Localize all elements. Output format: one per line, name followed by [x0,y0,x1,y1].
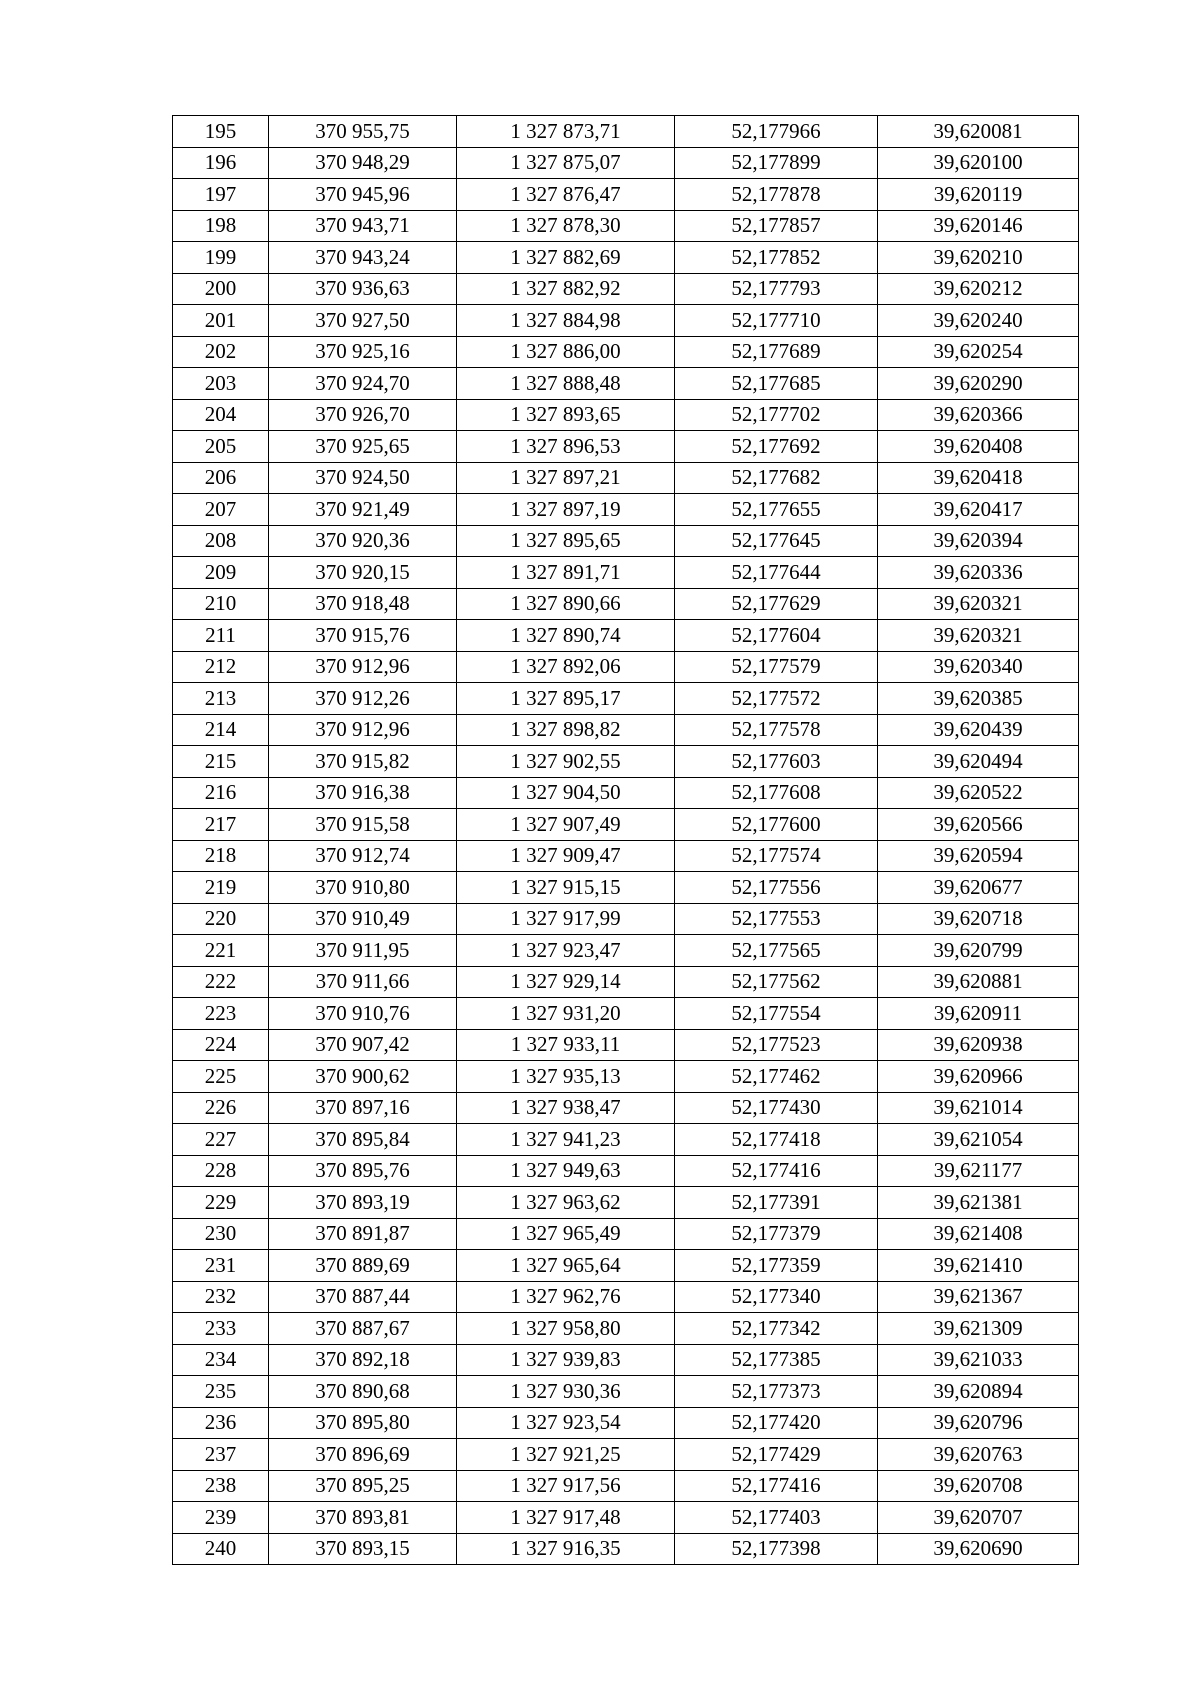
latitude-cell: 52,177702 [675,399,878,431]
y-coordinate-cell: 1 327 892,06 [457,651,675,683]
table-row [173,1029,1079,1061]
y-coordinate-cell: 1 327 941,23 [457,1124,675,1156]
latitude-cell: 52,177629 [675,588,878,620]
x-coordinate-cell: 370 897,16 [269,1092,457,1124]
table-row [173,651,1079,683]
latitude-cell: 52,177644 [675,557,878,589]
x-coordinate-cell: 370 915,82 [269,746,457,778]
latitude-cell: 52,177554 [675,998,878,1030]
latitude-cell: 52,177710 [675,305,878,337]
table-row [173,1281,1079,1313]
latitude-cell: 52,177600 [675,809,878,841]
y-coordinate-cell: 1 327 886,00 [457,336,675,368]
point-number-cell: 204 [173,399,269,431]
table-row [173,336,1079,368]
latitude-cell: 52,177603 [675,746,878,778]
longitude-cell: 39,620796 [878,1407,1079,1439]
x-coordinate-cell: 370 890,68 [269,1376,457,1408]
table-row [173,1124,1079,1156]
x-coordinate-cell: 370 955,75 [269,116,457,148]
y-coordinate-cell: 1 327 929,14 [457,966,675,998]
latitude-cell: 52,177645 [675,525,878,557]
x-coordinate-cell: 370 916,38 [269,777,457,809]
table-row [173,777,1079,809]
x-coordinate-cell: 370 895,80 [269,1407,457,1439]
table-row [173,872,1079,904]
x-coordinate-cell: 370 895,25 [269,1470,457,1502]
y-coordinate-cell: 1 327 965,64 [457,1250,675,1282]
x-coordinate-cell: 370 911,66 [269,966,457,998]
latitude-cell: 52,177852 [675,242,878,274]
longitude-cell: 39,620254 [878,336,1079,368]
y-coordinate-cell: 1 327 882,69 [457,242,675,274]
y-coordinate-cell: 1 327 923,47 [457,935,675,967]
y-coordinate-cell: 1 327 915,15 [457,872,675,904]
point-number-cell: 209 [173,557,269,589]
table-row [173,1092,1079,1124]
point-number-cell: 227 [173,1124,269,1156]
latitude-cell: 52,177553 [675,903,878,935]
y-coordinate-cell: 1 327 895,17 [457,683,675,715]
table-row [173,1061,1079,1093]
x-coordinate-cell: 370 912,74 [269,840,457,872]
y-coordinate-cell: 1 327 949,63 [457,1155,675,1187]
x-coordinate-cell: 370 936,63 [269,273,457,305]
point-number-cell: 220 [173,903,269,935]
longitude-cell: 39,620799 [878,935,1079,967]
latitude-cell: 52,177416 [675,1155,878,1187]
point-number-cell: 237 [173,1439,269,1471]
table-row [173,1313,1079,1345]
longitude-cell: 39,620100 [878,147,1079,179]
y-coordinate-cell: 1 327 891,71 [457,557,675,589]
longitude-cell: 39,621410 [878,1250,1079,1282]
latitude-cell: 52,177420 [675,1407,878,1439]
longitude-cell: 39,620408 [878,431,1079,463]
longitude-cell: 39,620119 [878,179,1079,211]
x-coordinate-cell: 370 924,70 [269,368,457,400]
longitude-cell: 39,620240 [878,305,1079,337]
point-number-cell: 217 [173,809,269,841]
point-number-cell: 198 [173,210,269,242]
longitude-cell: 39,620966 [878,1061,1079,1093]
table-row [173,935,1079,967]
longitude-cell: 39,620522 [878,777,1079,809]
y-coordinate-cell: 1 327 917,99 [457,903,675,935]
table-row [173,1533,1079,1565]
table-row [173,840,1079,872]
longitude-cell: 39,620212 [878,273,1079,305]
table-row [173,1439,1079,1471]
y-coordinate-cell: 1 327 897,21 [457,462,675,494]
point-number-cell: 234 [173,1344,269,1376]
longitude-cell: 39,620418 [878,462,1079,494]
y-coordinate-cell: 1 327 917,48 [457,1502,675,1534]
point-number-cell: 215 [173,746,269,778]
point-number-cell: 201 [173,305,269,337]
coordinates-table-body [173,116,1079,1565]
y-coordinate-cell: 1 327 893,65 [457,399,675,431]
table-row [173,431,1079,463]
latitude-cell: 52,177556 [675,872,878,904]
table-row [173,1250,1079,1282]
x-coordinate-cell: 370 907,42 [269,1029,457,1061]
point-number-cell: 202 [173,336,269,368]
latitude-cell: 52,177578 [675,714,878,746]
longitude-cell: 39,620566 [878,809,1079,841]
longitude-cell: 39,620146 [878,210,1079,242]
longitude-cell: 39,620340 [878,651,1079,683]
table-row [173,147,1079,179]
longitude-cell: 39,620494 [878,746,1079,778]
table-row [173,1407,1079,1439]
longitude-cell: 39,620881 [878,966,1079,998]
table-row [173,1470,1079,1502]
x-coordinate-cell: 370 943,24 [269,242,457,274]
latitude-cell: 52,177391 [675,1187,878,1219]
y-coordinate-cell: 1 327 897,19 [457,494,675,526]
latitude-cell: 52,177579 [675,651,878,683]
point-number-cell: 229 [173,1187,269,1219]
table-row [173,966,1079,998]
x-coordinate-cell: 370 920,36 [269,525,457,557]
y-coordinate-cell: 1 327 896,53 [457,431,675,463]
point-number-cell: 208 [173,525,269,557]
table-row [173,714,1079,746]
point-number-cell: 218 [173,840,269,872]
y-coordinate-cell: 1 327 890,66 [457,588,675,620]
point-number-cell: 211 [173,620,269,652]
point-number-cell: 203 [173,368,269,400]
point-number-cell: 195 [173,116,269,148]
x-coordinate-cell: 370 896,69 [269,1439,457,1471]
y-coordinate-cell: 1 327 935,13 [457,1061,675,1093]
table-row [173,273,1079,305]
latitude-cell: 52,177403 [675,1502,878,1534]
point-number-cell: 238 [173,1470,269,1502]
longitude-cell: 39,620394 [878,525,1079,557]
point-number-cell: 236 [173,1407,269,1439]
latitude-cell: 52,177899 [675,147,878,179]
longitude-cell: 39,620708 [878,1470,1079,1502]
y-coordinate-cell: 1 327 916,35 [457,1533,675,1565]
longitude-cell: 39,620763 [878,1439,1079,1471]
x-coordinate-cell: 370 926,70 [269,399,457,431]
longitude-cell: 39,621408 [878,1218,1079,1250]
table-row [173,179,1079,211]
longitude-cell: 39,620894 [878,1376,1079,1408]
y-coordinate-cell: 1 327 963,62 [457,1187,675,1219]
latitude-cell: 52,177385 [675,1344,878,1376]
coordinates-table [172,115,1079,1565]
point-number-cell: 224 [173,1029,269,1061]
x-coordinate-cell: 370 918,48 [269,588,457,620]
latitude-cell: 52,177340 [675,1281,878,1313]
latitude-cell: 52,177682 [675,462,878,494]
table-row [173,210,1079,242]
point-number-cell: 199 [173,242,269,274]
y-coordinate-cell: 1 327 890,74 [457,620,675,652]
latitude-cell: 52,177574 [675,840,878,872]
x-coordinate-cell: 370 927,50 [269,305,457,337]
x-coordinate-cell: 370 910,49 [269,903,457,935]
latitude-cell: 52,177523 [675,1029,878,1061]
y-coordinate-cell: 1 327 909,47 [457,840,675,872]
latitude-cell: 52,177418 [675,1124,878,1156]
x-coordinate-cell: 370 915,58 [269,809,457,841]
y-coordinate-cell: 1 327 898,82 [457,714,675,746]
y-coordinate-cell: 1 327 888,48 [457,368,675,400]
point-number-cell: 205 [173,431,269,463]
x-coordinate-cell: 370 924,50 [269,462,457,494]
x-coordinate-cell: 370 925,16 [269,336,457,368]
point-number-cell: 210 [173,588,269,620]
y-coordinate-cell: 1 327 907,49 [457,809,675,841]
y-coordinate-cell: 1 327 962,76 [457,1281,675,1313]
y-coordinate-cell: 1 327 875,07 [457,147,675,179]
point-number-cell: 207 [173,494,269,526]
longitude-cell: 39,621033 [878,1344,1079,1376]
x-coordinate-cell: 370 910,76 [269,998,457,1030]
x-coordinate-cell: 370 900,62 [269,1061,457,1093]
longitude-cell: 39,620385 [878,683,1079,715]
table-row [173,305,1079,337]
latitude-cell: 52,177604 [675,620,878,652]
latitude-cell: 52,177857 [675,210,878,242]
y-coordinate-cell: 1 327 878,30 [457,210,675,242]
y-coordinate-cell: 1 327 923,54 [457,1407,675,1439]
table-row [173,116,1079,148]
point-number-cell: 219 [173,872,269,904]
table-row [173,1344,1079,1376]
longitude-cell: 39,620690 [878,1533,1079,1565]
point-number-cell: 231 [173,1250,269,1282]
longitude-cell: 39,620938 [878,1029,1079,1061]
table-row [173,1376,1079,1408]
x-coordinate-cell: 370 887,44 [269,1281,457,1313]
latitude-cell: 52,177430 [675,1092,878,1124]
y-coordinate-cell: 1 327 921,25 [457,1439,675,1471]
point-number-cell: 226 [173,1092,269,1124]
y-coordinate-cell: 1 327 873,71 [457,116,675,148]
table-row [173,462,1079,494]
x-coordinate-cell: 370 891,87 [269,1218,457,1250]
table-row [173,1155,1079,1187]
point-number-cell: 225 [173,1061,269,1093]
longitude-cell: 39,621309 [878,1313,1079,1345]
latitude-cell: 52,177689 [675,336,878,368]
latitude-cell: 52,177655 [675,494,878,526]
x-coordinate-cell: 370 943,71 [269,210,457,242]
point-number-cell: 221 [173,935,269,967]
latitude-cell: 52,177608 [675,777,878,809]
x-coordinate-cell: 370 893,81 [269,1502,457,1534]
x-coordinate-cell: 370 893,15 [269,1533,457,1565]
point-number-cell: 196 [173,147,269,179]
point-number-cell: 200 [173,273,269,305]
latitude-cell: 52,177565 [675,935,878,967]
x-coordinate-cell: 370 889,69 [269,1250,457,1282]
y-coordinate-cell: 1 327 904,50 [457,777,675,809]
y-coordinate-cell: 1 327 917,56 [457,1470,675,1502]
table-row [173,588,1079,620]
point-number-cell: 213 [173,683,269,715]
y-coordinate-cell: 1 327 902,55 [457,746,675,778]
longitude-cell: 39,620081 [878,116,1079,148]
y-coordinate-cell: 1 327 882,92 [457,273,675,305]
y-coordinate-cell: 1 327 933,11 [457,1029,675,1061]
x-coordinate-cell: 370 925,65 [269,431,457,463]
longitude-cell: 39,620677 [878,872,1079,904]
table-row [173,683,1079,715]
longitude-cell: 39,620718 [878,903,1079,935]
x-coordinate-cell: 370 910,80 [269,872,457,904]
y-coordinate-cell: 1 327 884,98 [457,305,675,337]
table-row [173,746,1079,778]
longitude-cell: 39,620336 [878,557,1079,589]
x-coordinate-cell: 370 912,96 [269,651,457,683]
latitude-cell: 52,177373 [675,1376,878,1408]
latitude-cell: 52,177398 [675,1533,878,1565]
latitude-cell: 52,177359 [675,1250,878,1282]
point-number-cell: 222 [173,966,269,998]
latitude-cell: 52,177416 [675,1470,878,1502]
x-coordinate-cell: 370 912,26 [269,683,457,715]
latitude-cell: 52,177562 [675,966,878,998]
x-coordinate-cell: 370 892,18 [269,1344,457,1376]
point-number-cell: 235 [173,1376,269,1408]
y-coordinate-cell: 1 327 958,80 [457,1313,675,1345]
point-number-cell: 206 [173,462,269,494]
point-number-cell: 212 [173,651,269,683]
latitude-cell: 52,177966 [675,116,878,148]
point-number-cell: 228 [173,1155,269,1187]
x-coordinate-cell: 370 893,19 [269,1187,457,1219]
latitude-cell: 52,177429 [675,1439,878,1471]
x-coordinate-cell: 370 887,67 [269,1313,457,1345]
x-coordinate-cell: 370 915,76 [269,620,457,652]
table-row [173,242,1079,274]
point-number-cell: 232 [173,1281,269,1313]
longitude-cell: 39,620321 [878,620,1079,652]
y-coordinate-cell: 1 327 895,65 [457,525,675,557]
longitude-cell: 39,620290 [878,368,1079,400]
latitude-cell: 52,177692 [675,431,878,463]
table-row [173,368,1079,400]
point-number-cell: 214 [173,714,269,746]
x-coordinate-cell: 370 920,15 [269,557,457,589]
longitude-cell: 39,620594 [878,840,1079,872]
longitude-cell: 39,621381 [878,1187,1079,1219]
y-coordinate-cell: 1 327 930,36 [457,1376,675,1408]
x-coordinate-cell: 370 948,29 [269,147,457,179]
longitude-cell: 39,620321 [878,588,1079,620]
point-number-cell: 230 [173,1218,269,1250]
table-row [173,557,1079,589]
y-coordinate-cell: 1 327 931,20 [457,998,675,1030]
y-coordinate-cell: 1 327 938,47 [457,1092,675,1124]
table-row [173,1187,1079,1219]
point-number-cell: 239 [173,1502,269,1534]
table-row [173,494,1079,526]
latitude-cell: 52,177462 [675,1061,878,1093]
point-number-cell: 197 [173,179,269,211]
point-number-cell: 216 [173,777,269,809]
x-coordinate-cell: 370 911,95 [269,935,457,967]
longitude-cell: 39,621014 [878,1092,1079,1124]
x-coordinate-cell: 370 945,96 [269,179,457,211]
table-row [173,998,1079,1030]
x-coordinate-cell: 370 895,84 [269,1124,457,1156]
y-coordinate-cell: 1 327 965,49 [457,1218,675,1250]
longitude-cell: 39,620911 [878,998,1079,1030]
longitude-cell: 39,620210 [878,242,1079,274]
longitude-cell: 39,620417 [878,494,1079,526]
latitude-cell: 52,177685 [675,368,878,400]
latitude-cell: 52,177379 [675,1218,878,1250]
longitude-cell: 39,621177 [878,1155,1079,1187]
y-coordinate-cell: 1 327 939,83 [457,1344,675,1376]
longitude-cell: 39,620707 [878,1502,1079,1534]
longitude-cell: 39,620366 [878,399,1079,431]
table-row [173,903,1079,935]
point-number-cell: 223 [173,998,269,1030]
x-coordinate-cell: 370 895,76 [269,1155,457,1187]
longitude-cell: 39,620439 [878,714,1079,746]
longitude-cell: 39,621054 [878,1124,1079,1156]
table-row [173,399,1079,431]
table-row [173,809,1079,841]
table-row [173,1218,1079,1250]
table-row [173,620,1079,652]
latitude-cell: 52,177342 [675,1313,878,1345]
latitude-cell: 52,177572 [675,683,878,715]
x-coordinate-cell: 370 921,49 [269,494,457,526]
longitude-cell: 39,621367 [878,1281,1079,1313]
table-row [173,1502,1079,1534]
y-coordinate-cell: 1 327 876,47 [457,179,675,211]
point-number-cell: 233 [173,1313,269,1345]
point-number-cell: 240 [173,1533,269,1565]
latitude-cell: 52,177878 [675,179,878,211]
x-coordinate-cell: 370 912,96 [269,714,457,746]
table-row [173,525,1079,557]
latitude-cell: 52,177793 [675,273,878,305]
